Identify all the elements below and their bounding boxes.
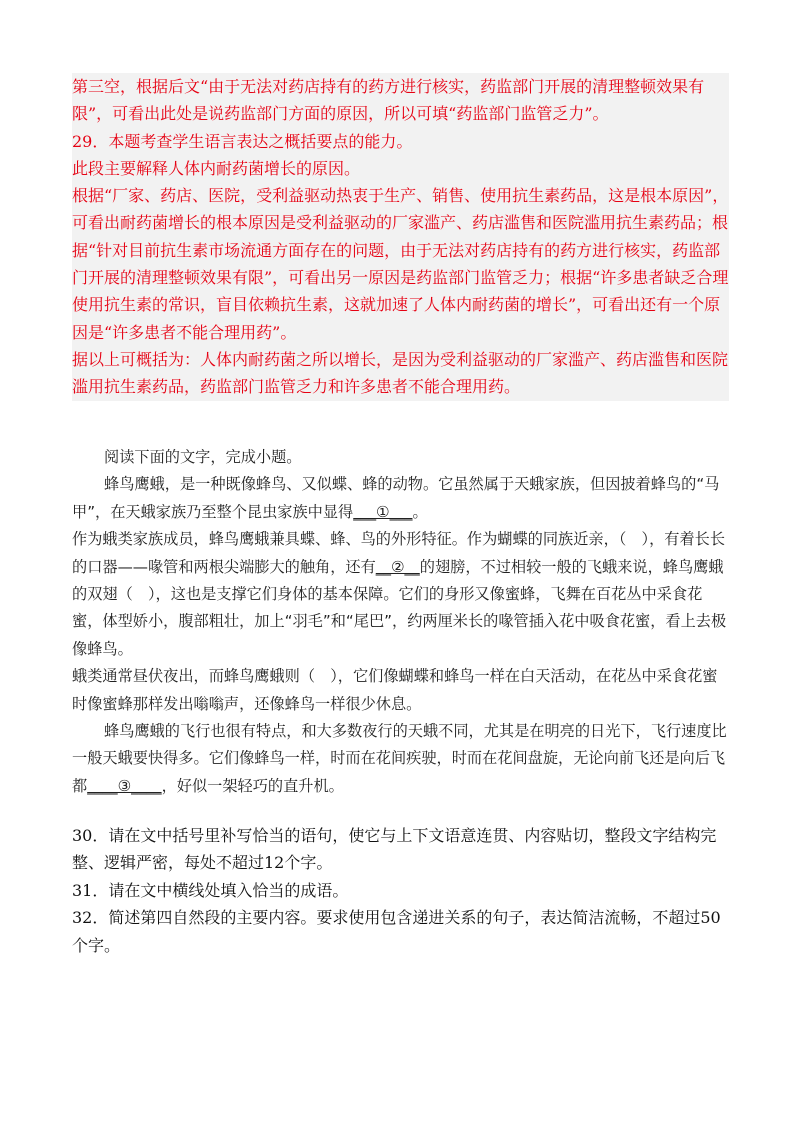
passage-paragraph-1 xyxy=(72,471,729,526)
question-30: 30．请在文中括号里补写恰当的语句，使它与上下文语意连贯、内容贴切，整段文字结构完整、逻辑严密，每处不超过12个字。 xyxy=(72,826,717,873)
question-list xyxy=(72,822,729,959)
answer-question-29: 29．本题考查学生语言表达之概括要点的能力。 xyxy=(72,131,413,151)
blank-2: __②__ xyxy=(375,557,420,576)
question-32: 32．简述第四自然段的主要内容。要求使用包含递进关系的句子，表达简洁流畅，不超过50个字。 xyxy=(72,908,721,955)
question-31: 31．请在文中横线处填入恰当的成语。 xyxy=(72,880,349,900)
reading-passage xyxy=(72,444,729,800)
blank-3: ____③____ xyxy=(87,776,162,795)
passage-paragraph-3: 蛾类通常昼伏夜出，而蜂鸟鹰蛾则（ ），它们像蝴蝶和蜂鸟一样在白天活动，在花丛中采食花蜜时像蜜蜂那样发出嗡嗡声，还像蜂鸟一样很少休息。 xyxy=(72,667,718,713)
paragraph-text: 蜂鸟鹰蛾的飞行也很有特点，和大多数夜行的天蛾不同，尤其是在明亮的日光下，飞行速度比一般天蛾要快得多。它们像蜂鸟一样，时而在花间疾驶，时而在花间盘旋，无论向前飞还是向后飞都 xyxy=(72,722,727,795)
passage-paragraph-4 xyxy=(72,718,729,800)
answer-explanation-block xyxy=(72,73,729,401)
paragraph-text: 。 xyxy=(412,502,428,521)
blank-1: ___①___ xyxy=(353,502,413,521)
passage-intro: 阅读下面的文字，完成小题。 xyxy=(104,448,302,466)
paragraph-text: 蜂鸟鹰蛾，是一种既像蜂鸟、又似蝶、蜂的动物。它虽然属于天蛾家族，但因披着蜂鸟的“马甲”，在天蛾家族乃至整个昆虫家族中显得 xyxy=(72,475,720,521)
answer-line: 根据“厂家、药店、医院，受利益驱动热衷于生产、销售、使用抗生素药品，这是根本原因”，可看出耐药菌增长的根本原因是受利益驱动的厂家滥产、药店滥售和医院滥用抗生素药品；根据“针对目前抗生素市场流通方面存在的问题，由于无法对药店持有的药方进行核实，药监部门开展的清理整顿效果有限”，可看出另一原因是药监部门监管乏力；根据“许多患者缺乏合理使用抗生素的常识，盲目依赖抗生素，这就加速了人体内耐药菌的增长”，可看出还有一个原因是“许多患者不能合理用药”。 xyxy=(72,186,729,342)
answer-line: 据以上可概括为：人体内耐药菌之所以增长，是因为受利益驱动的厂家滥产、药店滥售和医院滥用抗生素药品，药监部门监管乏力和许多患者不能合理用药。 xyxy=(72,349,729,397)
paragraph-text: 的翅膀，不过相较一般的飞蛾来说，蜂鸟鹰蛾的双翅（ ），这也是支撑它们身体的基本保障。它们的身形又像蜜蜂，飞舞在百花丛中采食花蜜，体型娇小，腹部粗壮，加上“羽毛”和“尾巴”，约两厘米长的喙管插入花中吸食花蜜，看上去极像蜂鸟。 xyxy=(72,557,727,658)
answer-line: 此段主要解释人体内耐药菌增长的原因。 xyxy=(72,158,361,178)
passage-paragraph-2 xyxy=(72,526,729,663)
paragraph-text: 作为蛾类家族成员，蜂鸟鹰蛾兼具蝶、蜂、鸟的外形特征。作为蝴蝶的同族近亲，（ ），有着长长的口器——喙管和两根尖端膨大的触角，还有 xyxy=(72,530,726,576)
paragraph-text: ，好似一架轻巧的直升机。 xyxy=(161,776,344,795)
answer-line: 第三空，根据后文“由于无法对药店持有的药方进行核实，药监部门开展的清理整顿效果有限”，可看出此处是说药监部门方面的原因，所以可填“药监部门监管乏力”。 xyxy=(72,77,705,124)
